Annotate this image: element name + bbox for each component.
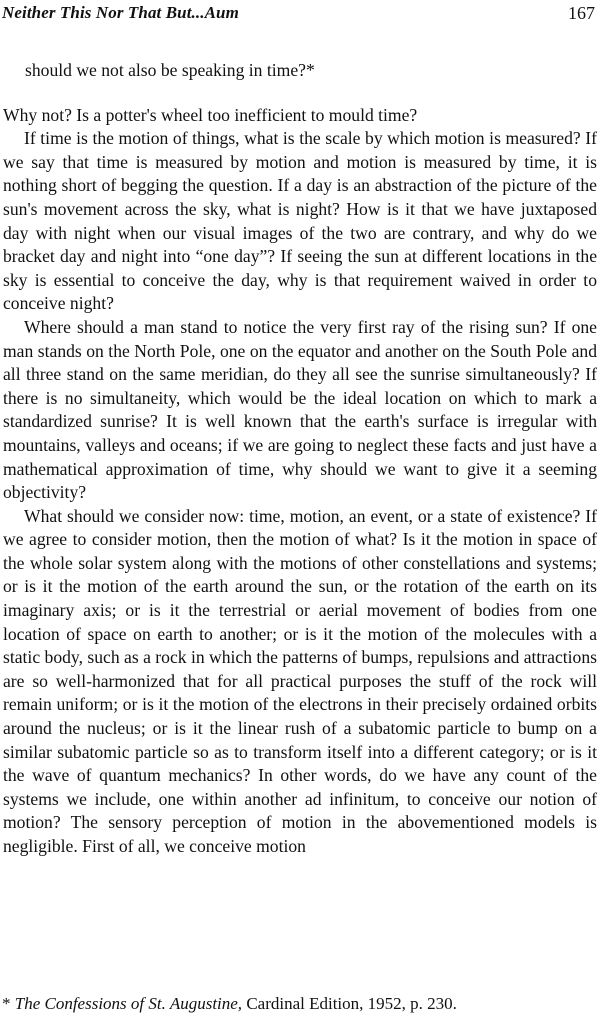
page-header <box>2 0 595 26</box>
paragraph-4: Where should a man stand to notice the very first ray of the rising sun? If one man stands on the North Pole, one on the equator and another on the South Pole and all three stand on the same meridian, do they all see the sunrise simultaneously? If there is no simultaneity, which would be the ideal location on which to mark a standardized sunrise? It is well known that the earth's surface is irregular with mountains, valleys and oceans; if we are going to neglect these facts and just have a mathematical approximation of time, why should we want to give it a seeming objectivity? <box>3 316 597 503</box>
paragraph-2: Why not? Is a potter's wheel too inefficient to mould time? <box>3 104 418 125</box>
running-head: Neither This Nor That But...Aum <box>2 3 239 22</box>
paragraph-5: What should we consider now: time, motion, an event, or a state of existence? If we agree to consider motion, then the motion of what? Is it the motion in space of the whole solar system along with the motions of other constellations and systems; or is it the motion of the earth around the sun, or the rotation of the earth on its imaginary axis; or is it the terrestrial or aerial movement of bodies from one location of space on earth to another; or is it the motion of the molecules with a static body, such as a rock in which the patterns of bumps, repulsions and attractions are so well-harmonized that for all practical purposes the stuff of the rock will remain uniform; or is it the motion of the electrons in their precisely ordained orbits around the nucleus; or is it the linear rush of a subatomic particle to bump on a similar subatomic particle so as to transform itself into a different category; or is it the wave of quantum mechanics? In other words, do we have any count of the systems we include, one within another ad infinitum, to conceive our notion of motion? The sensory perception of motion in the abovementioned models is negligible. First of all, we conceive motion <box>3 505 597 856</box>
paragraph-1: should we not also be speaking in time?* <box>25 60 315 80</box>
footnote-rule <box>0 977 120 978</box>
footnote-details: Cardinal Edition, 1952, p. 230. <box>242 994 457 1013</box>
body-text <box>3 59 597 859</box>
page-number: 167 <box>568 3 595 23</box>
footnote-marker: * <box>2 994 15 1013</box>
footnote <box>2 993 597 1015</box>
paragraph-3: If time is the motion of things, what is the scale by which motion is measured? If we say that time is measured by motion and motion is measured by time, it is nothing short of begging the question. If a day is an abstraction of the picture of the sun's movement across the sky, what is night? How is it that we have juxtaposed day with night when our visual images of the two are contrary, and why do we bracket day and night into “one day”? If seeing the sun at different locations in the sky is essential to conceive the day, why is that requirement waived in order to conceive night? <box>3 128 597 314</box>
footnote-book-title: The Confessions of St. Augustine, <box>14 994 243 1013</box>
